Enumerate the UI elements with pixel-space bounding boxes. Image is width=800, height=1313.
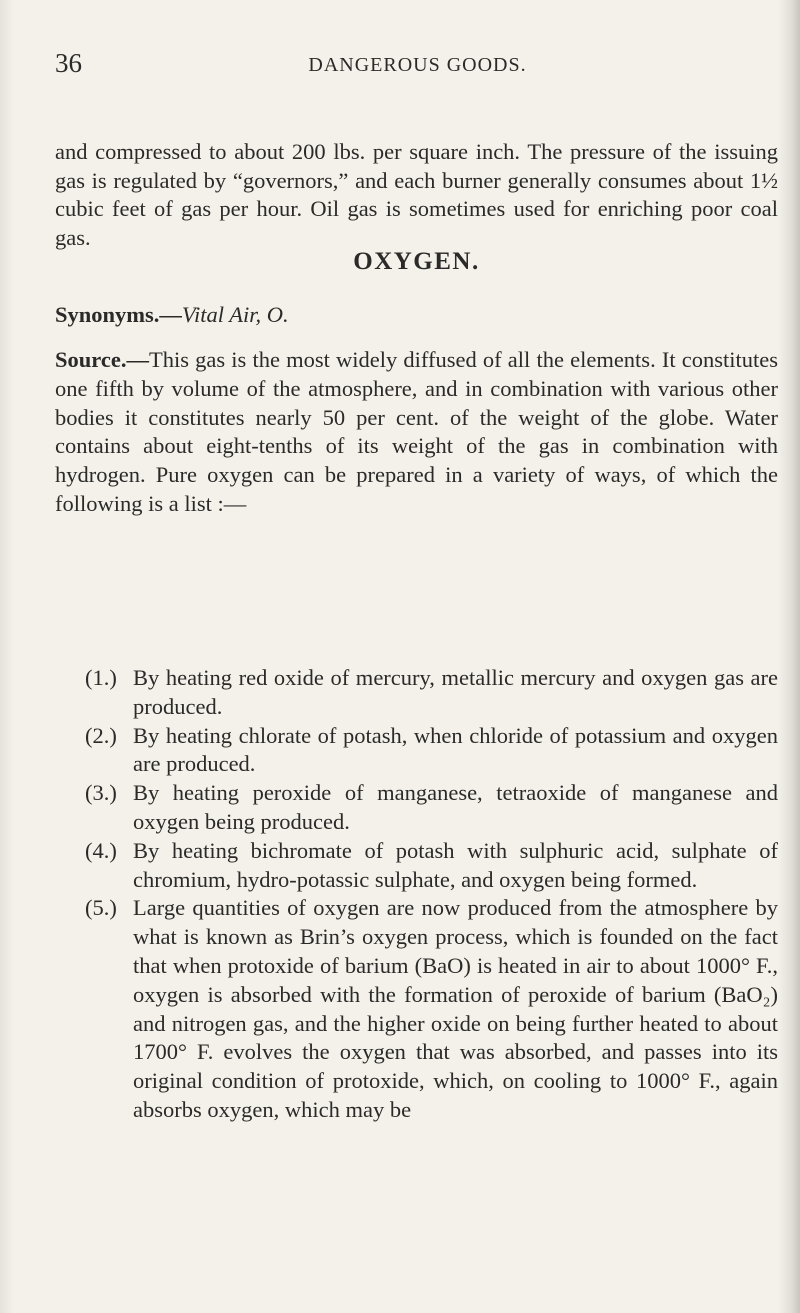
page-number: 36 [55, 48, 82, 78]
section-title: OXYGEN. [353, 248, 480, 275]
list-item-number: (4.) [85, 837, 117, 863]
synonyms-text: Vital Air, O. [181, 302, 289, 327]
list-item-number: (5.) [85, 895, 117, 921]
list-item [55, 722, 778, 780]
list-item [55, 837, 778, 895]
running-head: DANGEROUS GOODS. [308, 54, 527, 76]
list-item [55, 664, 778, 722]
list-item [55, 779, 778, 837]
list-item-text: By heating red oxide of mercury, metallic mercury and oxygen gas are produced. [133, 665, 778, 719]
source-paragraph [55, 346, 778, 519]
page-shadow-left [0, 0, 14, 1313]
intro-text: and compressed to about 200 lbs. per square inch. The pressure of the issuing gas is regulated by “governors,” and each burner generally consumes about 1½ cubic feet of gas per hour. Oil gas is sometimes used for enriching poor coal gas. [55, 139, 778, 250]
intro-paragraph [55, 138, 778, 252]
source-label: Source.— [55, 347, 149, 372]
page-shadow-right [778, 0, 800, 1313]
preparation-list [55, 664, 778, 1125]
list-item-number: (2.) [85, 722, 117, 748]
list-item-number: (1.) [85, 665, 117, 690]
source-text: This gas is the most widely diffused of all the elements. It constitutes one fifth by volume of the atmosphere, and in combination with various other bodies it constitutes nearly 50 per cent. of the weight of the globe. Water contains about eight-tenths of its weight of the gas in combination with hydrogen. Pure oxygen can be prepared in a variety of ways, of which the following is a list :— [55, 347, 778, 516]
synonyms-label: Synonyms.— [55, 302, 182, 327]
page-header [55, 48, 780, 84]
list-item-number: (3.) [85, 780, 117, 806]
list-item-text: By heating peroxide of manganese, tetraoxide of manganese and oxygen being produced. [133, 780, 778, 834]
list-item [55, 894, 778, 1124]
list-item-text: Large quantities of oxygen are now produced from the atmosphere by what is known as Brin’s oxygen process, which is founded on the fact that when protoxide of barium (BaO) is heated in air to about 1000° F., oxygen is absorbed with the formation of peroxide of barium (BaO₂) and nitrogen gas, and the higher oxide on being further heated to about 1700° F. evolves the oxygen that was absorbed, and passes into its original condition of protoxide, which, on cooling to 1000° F., again absorbs oxygen, which may be [133, 895, 778, 1122]
list-item-text: By heating bichromate of potash with sulphuric acid, sulphate of chromium, hydro-potassic sulphate, and oxygen being formed. [133, 837, 778, 892]
synonyms-line [55, 302, 778, 328]
list-item-text: By heating chlorate of potash, when chloride of potassium and oxygen are produced. [133, 722, 778, 777]
